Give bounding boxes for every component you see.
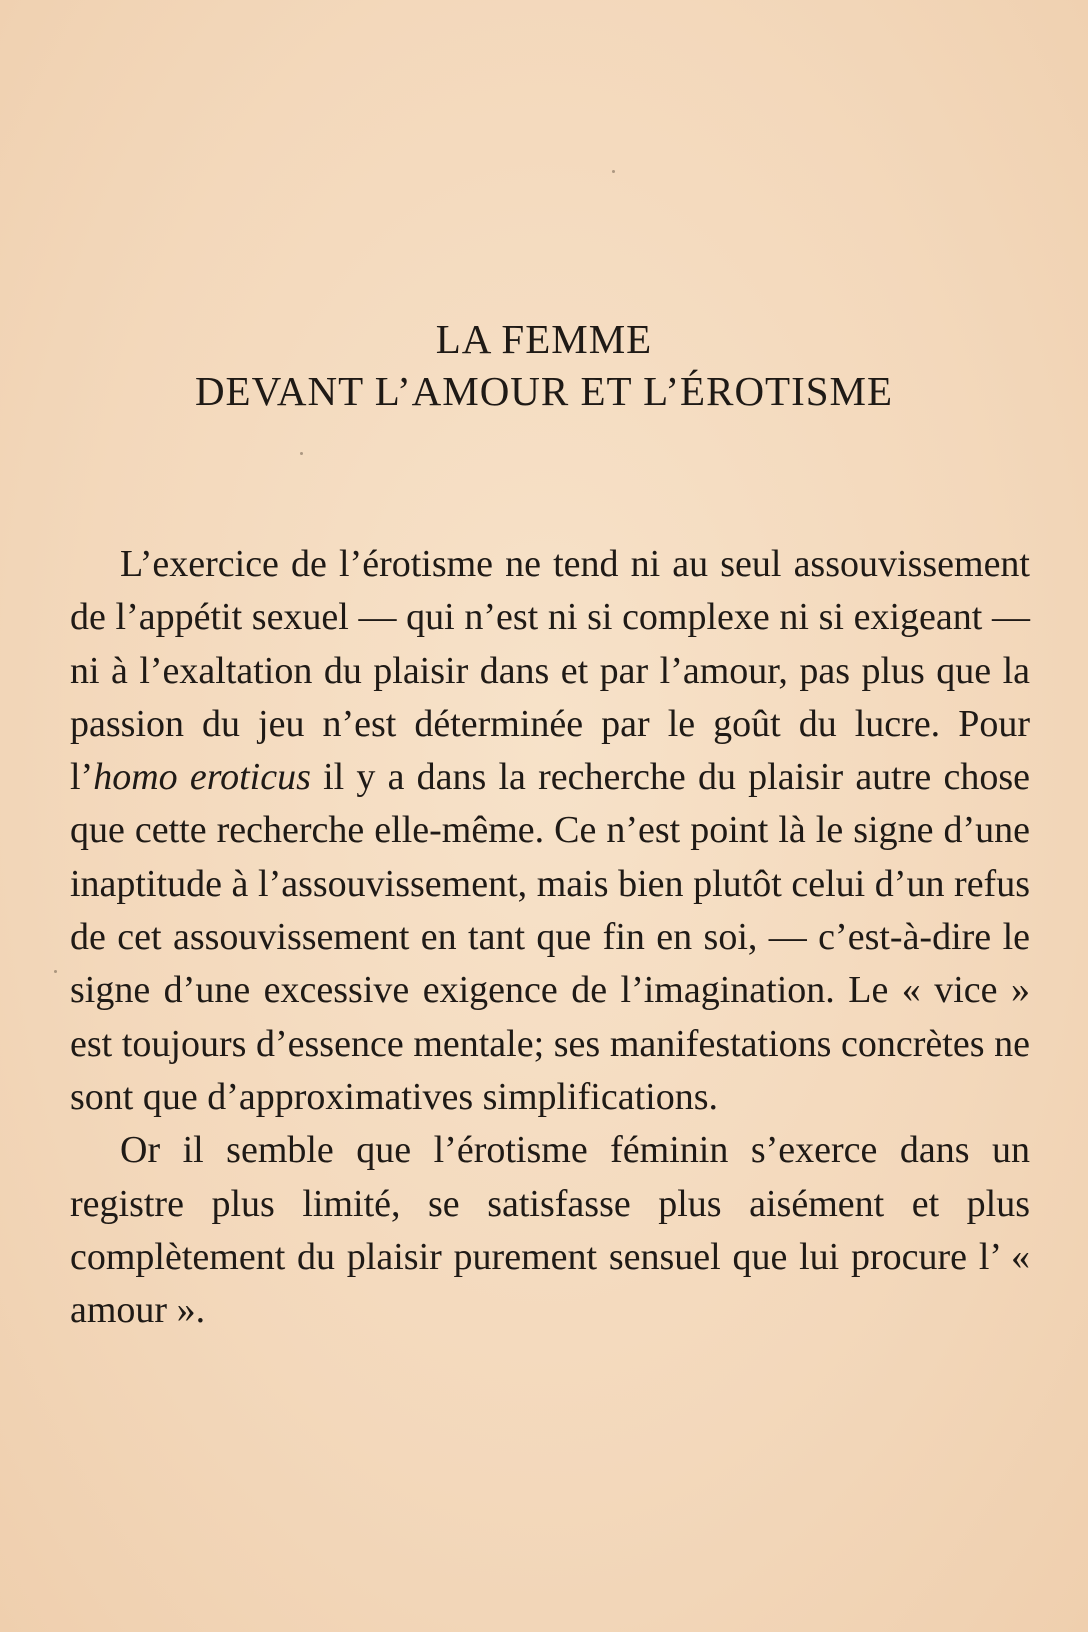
chapter-title-line-2: DEVANT L’AMOUR ET L’ÉROTISME [194, 368, 894, 414]
paper-speck [612, 170, 615, 173]
paragraph-1 [70, 538, 1030, 1124]
paragraph-1-italic-term: homo eroticus [93, 756, 311, 799]
body-text [70, 538, 1030, 1337]
paper-speck [300, 452, 303, 455]
paragraph-1-text-before: L’exercice de l’érotisme ne tend ni au seul assouvissement de l’appétit sexuel — qui n’est ni si complexe ni si exigeant — ni à l’exaltation du plaisir dans et par l’amour, pas plus que la passion du jeu n’est déterminée par le goût du lucre. Pour l’ [70, 543, 1030, 799]
chapter-title [0, 313, 1088, 417]
paragraph-1-text-after: il y a dans la recherche du plaisir autre chose que cette recherche elle-même. Ce n’est point là le signe d’une inaptitude à l’assouvissement, mais bien plutôt celui d’un refus de cet assouvissement en tant que fin en soi, — c’est-à-dire le signe d’une excessive exigence de l’imagination. Le « vice » est toujours d’essence mentale; ses manifestations concrètes ne sont que d’approximatives simplifications. [70, 756, 1030, 1118]
paper-speck [54, 970, 57, 973]
chapter-title-line-1: LA FEMME [435, 316, 653, 362]
paragraph-2: Or il semble que l’érotisme féminin s’exerce dans un registre plus limité, se satisfasse plus aisément et plus complètement du plaisir purement sensuel que lui procure l’ « amour ». [70, 1129, 1030, 1332]
